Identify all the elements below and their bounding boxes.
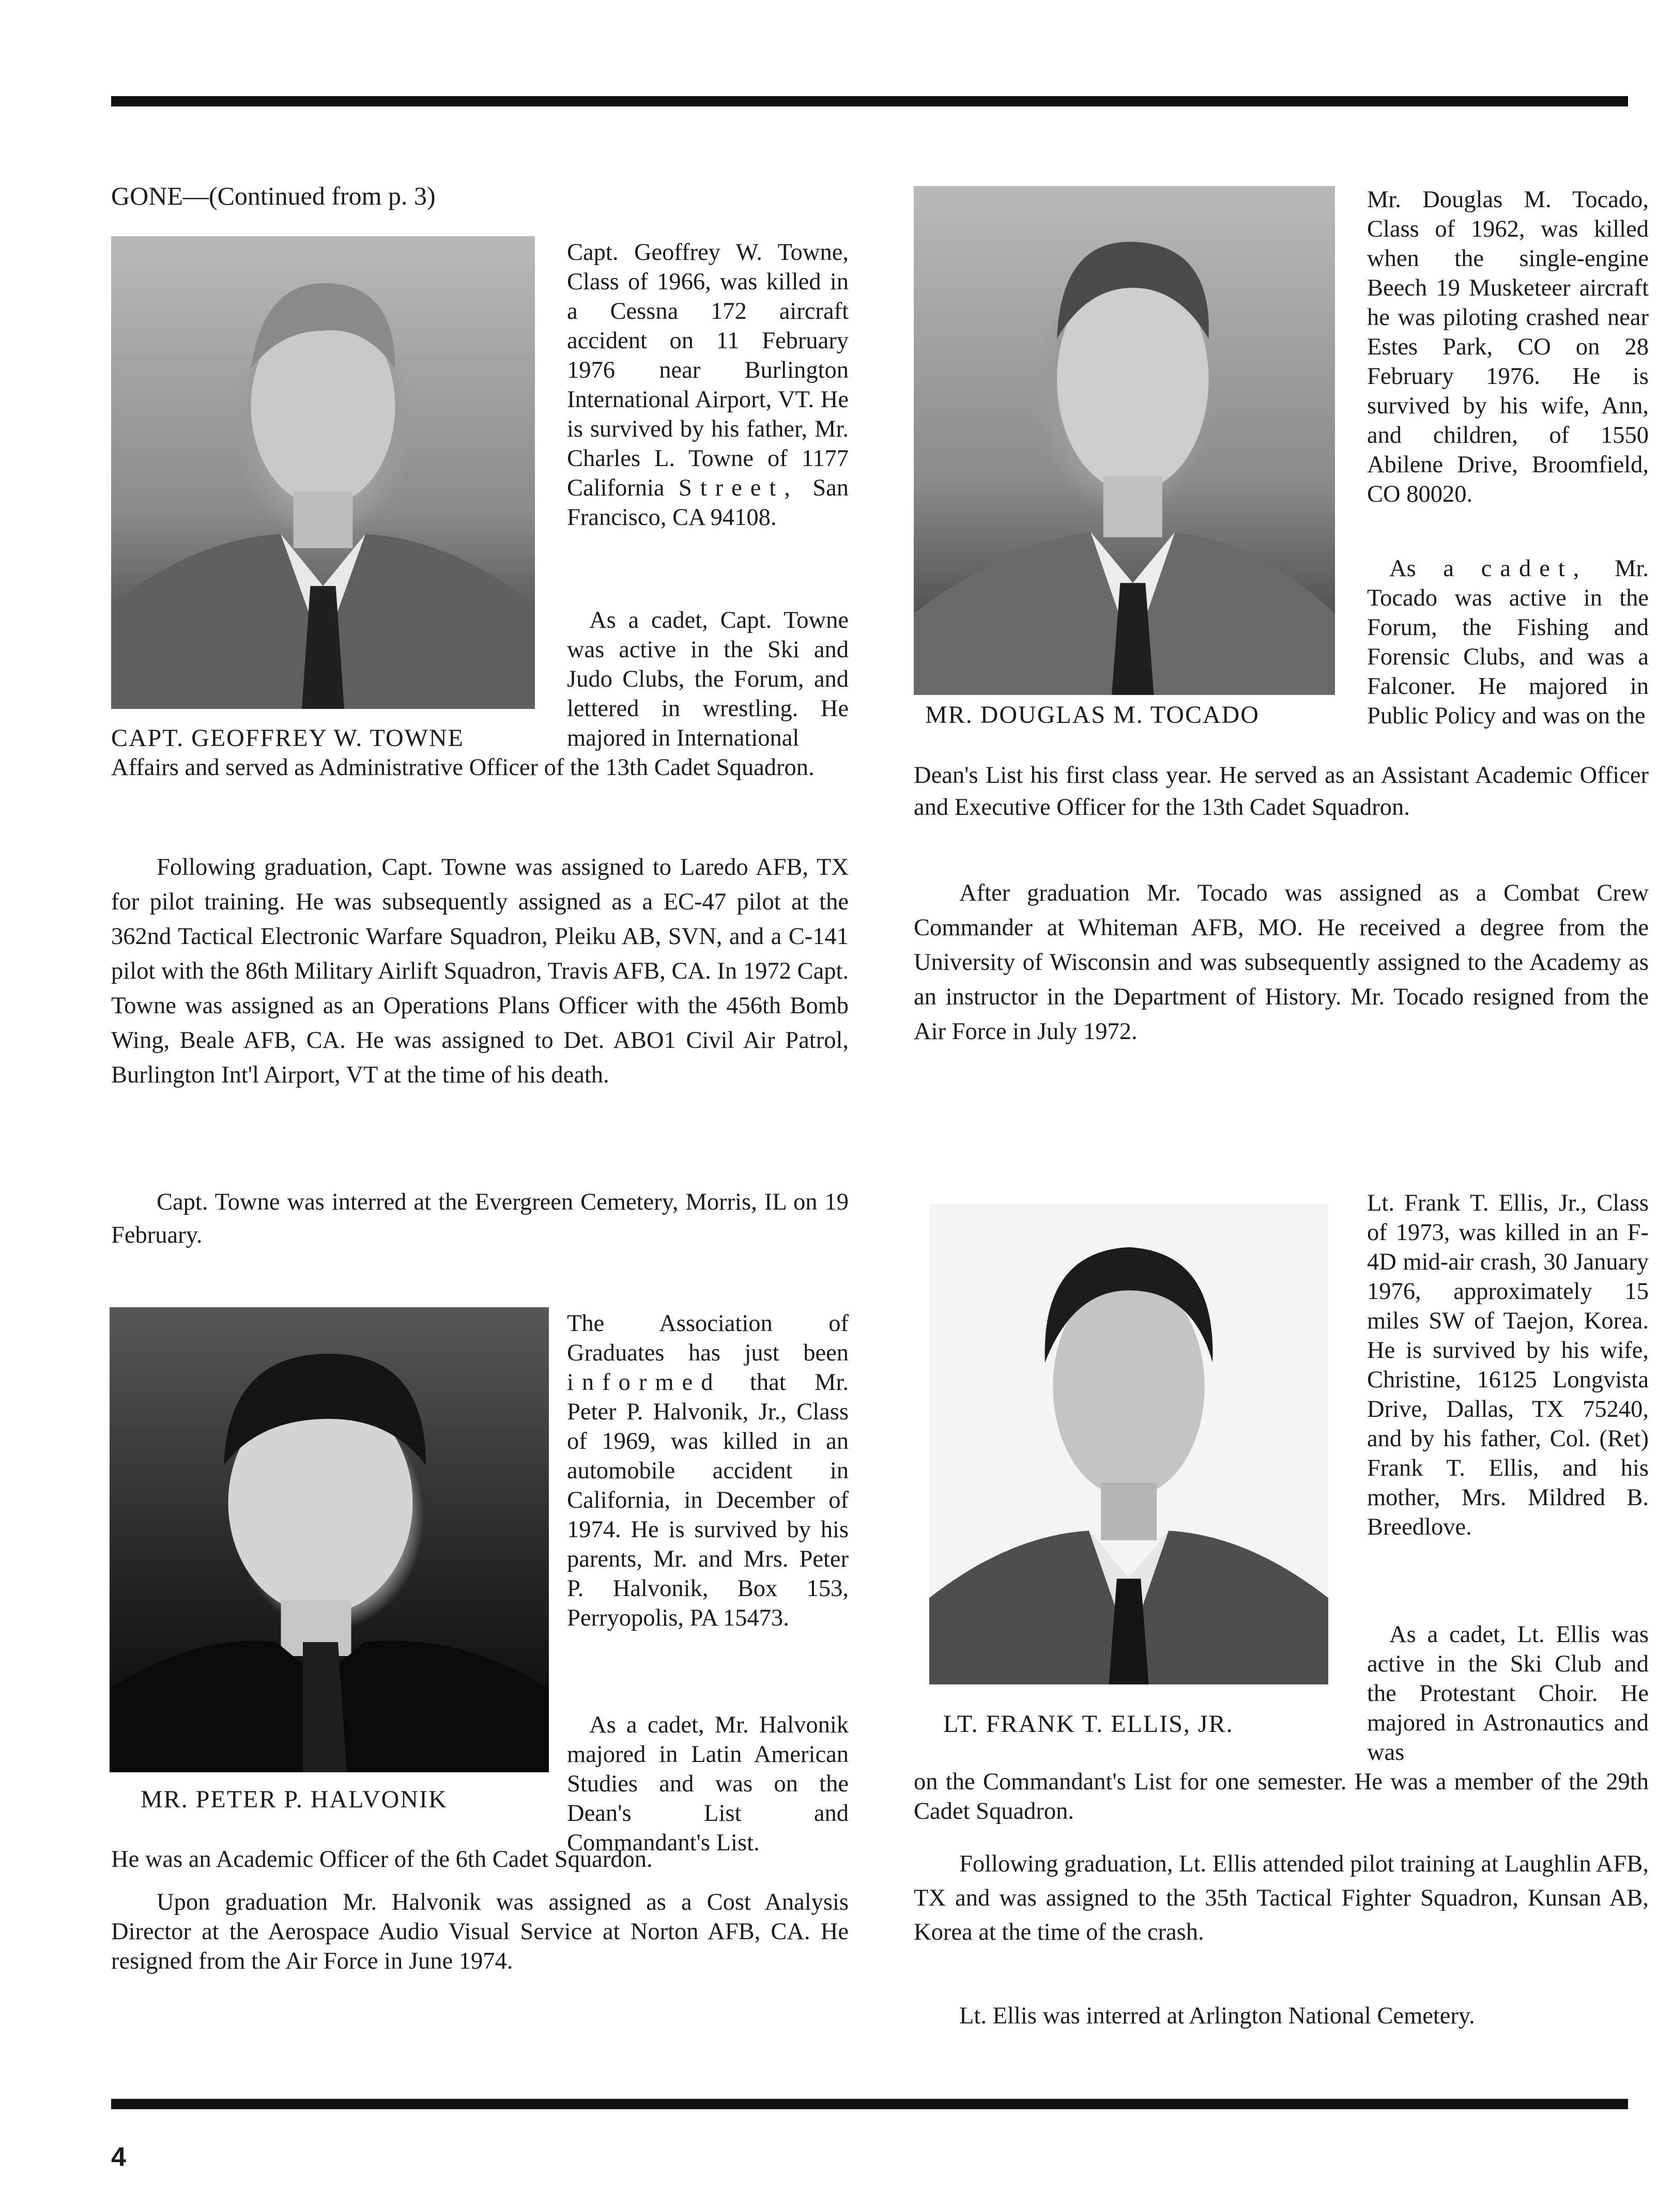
ellis-paragraph-3: Following graduation, Lt. Ellis attended pilot training at Laughlin AFB, TX and was assigned to the 35th Tactical Fighter Squadron, Kunsan AB, Korea at the time of the crash. — [914, 1851, 1649, 1945]
halvonik-caption: MR. PETER P. HALVONIK — [141, 1786, 448, 1813]
ellis-paragraph-4: Lt. Ellis was interred at Arlington National Cemetery. — [959, 2003, 1475, 2029]
towne-paragraph-4: Capt. Towne was interred at the Evergreen Cemetery, Morris, IL on 19 February. — [111, 1189, 849, 1248]
tocado-paragraph-1: Mr. Douglas M. Tocado, Class of 1962, was killed when the single-engine Beech 19 Musketeer aircraft he was piloting crashed near Estes Park, CO on 28 February 1976. He is survived by his wife, Ann, and children, of 1550 Abilene Drive, Broomfield, CO 80020. — [1367, 187, 1649, 507]
towne-paragraph-2: As a cadet, Capt. Towne was active in the Ski and Judo Clubs, the Forum, and lettered in wrestling. He majored in International — [567, 607, 849, 751]
halvonik-paragraph-2: As a cadet, Mr. Halvonik majored in Latin American Studies and was on the Dean's List and Commandant's List. — [567, 1712, 849, 1856]
ellis-portrait-photo — [929, 1204, 1328, 1684]
halvonik-paragraph-1: The Association of Graduates has just been informed that Mr. Peter P. Halvonik, Jr., Class of 1969, was killed in an automobile accident in California, in December of 1974. He is survived by his parents, Mr. and Mrs. Peter P. Halvonik, Box 153, Perryopolis, PA 15473. — [567, 1310, 849, 1631]
towne-caption: CAPT. GEOFFREY W. TOWNE — [111, 724, 464, 752]
tocado-paragraph-2: As a cadet, Mr. Tocado was active in the Forum, the Fishing and Forensic Clubs, and was a Falconer. He majored in Public Policy and was on the — [1367, 555, 1649, 729]
bottom-rule — [111, 2099, 1628, 2109]
top-rule — [111, 96, 1628, 106]
continued-label: GONE—(Continued from p. 3) — [111, 181, 436, 210]
towne-paragraph-1: Capt. Geoffrey W. Towne, Class of 1966, was killed in a Cessna 172 aircraft accident on 11 February 1976 near Burlington International Airport, VT. He is survived by his father, Mr. Charles L. Towne of 1177 California Street, San Francisco, CA 94108. — [567, 239, 849, 531]
ellis-caption: LT. FRANK T. ELLIS, JR. — [943, 1710, 1234, 1738]
tocado-paragraph-3: After graduation Mr. Tocado was assigned as a Combat Crew Commander at Whiteman AFB, MO. He received a degree from the University of Wisconsin and was subsequently assigned to the Academy as an instructor in the Department of History. Mr. Tocado resigned from the Air Force in July 1972. — [914, 880, 1649, 1045]
tocado-portrait-photo — [914, 186, 1335, 695]
halvonik-portrait-photo — [110, 1307, 549, 1772]
tocado-paragraph-2-cont: Dean's List his first class year. He served as an Assistant Academic Officer and Executive Officer for the 13th Cadet Squadron. — [914, 762, 1649, 821]
tocado-caption: MR. DOUGLAS M. TOCADO — [925, 701, 1260, 729]
ellis-paragraph-2: As a cadet, Lt. Ellis was active in the Ski Club and the Protestant Choir. He majored in Astronautics and was — [1367, 1621, 1649, 1766]
ellis-paragraph-1: Lt. Frank T. Ellis, Jr., Class of 1973, was killed in an F-4D mid-air crash, 30 January 1976, approximately 15 miles SW of Taejon, Korea. He is survived by his wife, Christine, 16125 Longvista Drive, Dallas, TX 75240, and by his father, Col. (Ret) Frank T. Ellis, and his mother, Mrs. Mildred B. Breedlove. — [1367, 1190, 1649, 1540]
towne-portrait-photo — [111, 236, 535, 709]
ellis-paragraph-2-cont: on the Commandant's List for one semester. He was a member of the 29th Cadet Squadron. — [914, 1769, 1649, 1824]
page-number: 4 — [111, 2142, 126, 2172]
towne-paragraph-3: Following graduation, Capt. Towne was assigned to Laredo AFB, TX for pilot training. He was subsequently assigned as a EC-47 pilot at the 362nd Tactical Electronic Warfare Squadron, Pleiku AB, SVN, and a C-141 pilot with the 86th Military Airlift Squadron, Travis AFB, CA. In 1972 Capt. Towne was assigned as an Operations Plans Officer with the 456th Bomb Wing, Beale AFB, CA. He was assigned to Det. ABO1 Civil Air Patrol, Burlington Int'l Airport, VT at the time of his death. — [111, 854, 849, 1088]
towne-paragraph-2-cont: Affairs and served as Administrative Officer of the 13th Cadet Squadron. — [111, 754, 815, 781]
halvonik-paragraph-3: Upon graduation Mr. Halvonik was assigned as a Cost Analysis Director at the Aerospace Audio Visual Service at Norton AFB, CA. He resigned from the Air Force in June 1974. — [111, 1889, 849, 1974]
halvonik-paragraph-2-cont: He was an Academic Officer of the 6th Cadet Squardon. — [111, 1846, 653, 1873]
